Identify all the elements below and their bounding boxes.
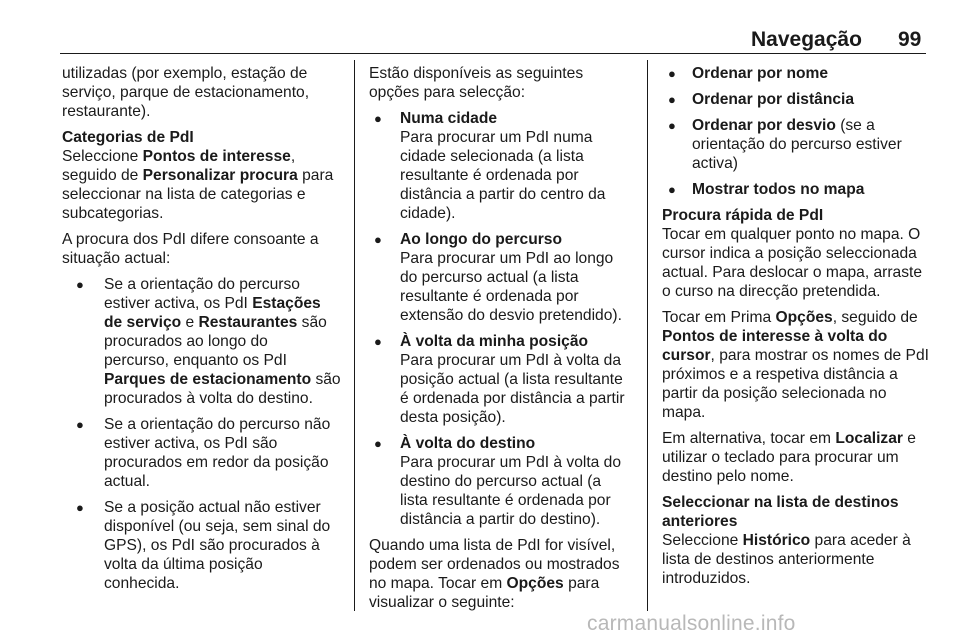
text: seguido de bbox=[62, 167, 143, 184]
text-line: opções para selecção: bbox=[369, 84, 526, 101]
bullet-icon: ● bbox=[668, 92, 676, 107]
ui-term: Opções bbox=[775, 309, 833, 326]
page-title: Navegação bbox=[751, 28, 862, 51]
text: Em alternativa, tocar em bbox=[662, 430, 836, 447]
bullet-icon: ● bbox=[668, 182, 676, 197]
text-line: utilizar o teclado para procurar um bbox=[662, 449, 899, 466]
text-line: serviço, parque de estacionamento, bbox=[62, 84, 310, 101]
column-1 bbox=[62, 64, 342, 593]
text-line: actual. Para deslocar o mapa, arraste bbox=[662, 264, 923, 281]
ui-term: Opções bbox=[506, 575, 564, 592]
text-line: Para procurar um PdI à volta do bbox=[400, 454, 622, 471]
bullet-icon: ● bbox=[374, 334, 382, 349]
text-line: GPS), os PdI são procurados à bbox=[104, 537, 320, 554]
bullet-icon: ● bbox=[668, 118, 676, 133]
text: , para mostrar os nomes de PdI bbox=[710, 347, 929, 364]
text-line: activa) bbox=[692, 155, 738, 172]
text: e bbox=[181, 314, 199, 331]
list-item bbox=[662, 90, 927, 109]
option-title: À volta da minha posição bbox=[400, 333, 589, 350]
list-item-ao-longo-do-percurso bbox=[369, 230, 634, 325]
ui-term: Pontos de interesse bbox=[142, 148, 291, 165]
ui-term: Parques de estacionamento bbox=[104, 371, 312, 388]
option-title: À volta do destino bbox=[400, 435, 536, 452]
section-heading: Seleccionar na lista de destinos bbox=[662, 494, 899, 511]
text-line: orientação do percurso estiver bbox=[692, 136, 902, 153]
text: para bbox=[563, 575, 600, 592]
text-line: Tocar em qualquer ponto no mapa. O bbox=[662, 226, 921, 243]
text-line: percurso, enquanto os PdI bbox=[104, 352, 287, 369]
option-title: Numa cidade bbox=[400, 110, 498, 127]
list-item bbox=[62, 275, 342, 408]
bullet-icon: ● bbox=[76, 417, 84, 432]
text-line: utilizadas (por exemplo, estação de bbox=[62, 65, 308, 82]
bullet-icon: ● bbox=[374, 436, 382, 451]
text-line: resultante é ordenada por bbox=[400, 288, 579, 305]
text-line: destino do percurso actual (a bbox=[400, 473, 602, 490]
bullet-icon: ● bbox=[374, 232, 382, 247]
text-line: podem ser ordenados ou mostrados bbox=[369, 556, 620, 573]
text-line: Estão disponíveis as seguintes bbox=[369, 65, 584, 82]
text-line: procurados ao longo do bbox=[104, 333, 268, 350]
paragraph bbox=[662, 531, 927, 588]
text: para bbox=[297, 167, 334, 184]
text-line: visualizar o seguinte: bbox=[369, 594, 515, 611]
text-line: procurados em redor da posição bbox=[104, 454, 329, 471]
text-line: cidade selecionada (a lista bbox=[400, 148, 584, 165]
text-line: próximos e a respetiva distância a bbox=[662, 366, 898, 383]
option-title: Mostrar todos no mapa bbox=[692, 181, 865, 198]
text-line: lista resultante é ordenada por bbox=[400, 492, 611, 509]
header-divider bbox=[60, 53, 926, 54]
text-line: subcategorias. bbox=[62, 205, 164, 222]
text-line: actual. bbox=[104, 473, 150, 490]
text-line: Para procurar um PdI à volta da bbox=[400, 352, 622, 369]
ui-term: Estações bbox=[252, 295, 321, 312]
text-line: conhecida. bbox=[104, 575, 180, 592]
paragraph bbox=[662, 429, 927, 486]
text-line: cursor indica a posição seleccionada bbox=[662, 245, 917, 262]
ui-term: Pontos de interesse à volta do bbox=[662, 328, 888, 345]
text: no mapa. Tocar em bbox=[369, 575, 507, 592]
text-line: volta da última posição bbox=[104, 556, 263, 573]
text-line: Para procurar um PdI numa bbox=[400, 129, 593, 146]
ui-term: de serviço bbox=[104, 314, 182, 331]
text-line: resultante é ordenada por bbox=[400, 167, 579, 184]
text-line: estiver activa, os PdI são bbox=[104, 435, 278, 452]
watermark: carmanualsonline.info bbox=[587, 612, 796, 635]
paragraph bbox=[62, 147, 342, 223]
text-line: disponível (ou seja, sem sinal do bbox=[104, 518, 331, 535]
paragraph bbox=[369, 536, 634, 612]
intro-paragraph bbox=[369, 64, 634, 102]
text: são bbox=[297, 314, 327, 331]
list-item bbox=[662, 64, 927, 83]
text: são bbox=[311, 371, 341, 388]
list-item bbox=[662, 116, 927, 173]
text-line: mapa. bbox=[662, 404, 706, 421]
column-divider-2 bbox=[647, 60, 648, 611]
text: e bbox=[902, 430, 916, 447]
text-line: procurados à volta do destino. bbox=[104, 390, 313, 407]
text-line: situação actual: bbox=[62, 250, 171, 267]
page-number: 99 bbox=[898, 28, 922, 51]
intro-paragraph bbox=[62, 64, 342, 121]
bullet-icon: ● bbox=[668, 66, 676, 81]
text-line: introduzidos. bbox=[662, 570, 751, 587]
paragraph bbox=[662, 308, 927, 422]
text-line: extensão do desvio pretendido). bbox=[400, 307, 622, 324]
text-line: Se a orientação do percurso bbox=[104, 276, 300, 293]
option-title: Ordenar por nome bbox=[692, 65, 829, 82]
ui-term: Histórico bbox=[742, 532, 811, 549]
column-divider-1 bbox=[354, 60, 355, 611]
list-item bbox=[662, 180, 927, 199]
text: Seleccione bbox=[62, 148, 143, 165]
text-line: lista de destinos anteriormente bbox=[662, 551, 875, 568]
ui-term: Personalizar procura bbox=[142, 167, 298, 184]
text: Tocar em Prima bbox=[662, 309, 776, 326]
text: estiver activa, os PdI bbox=[104, 295, 253, 312]
list-item bbox=[62, 415, 342, 491]
list-item bbox=[62, 498, 342, 593]
text-line: Se a posição actual não estiver bbox=[104, 499, 321, 516]
section-heading: anteriores bbox=[662, 513, 738, 530]
paragraph bbox=[662, 225, 927, 301]
text-line: cidade). bbox=[400, 205, 456, 222]
ui-term: Localizar bbox=[835, 430, 903, 447]
option-title: Ordenar por distância bbox=[692, 91, 855, 108]
text-line: A procura dos PdI difere consoante a bbox=[62, 231, 319, 248]
column-3 bbox=[662, 64, 927, 588]
paragraph bbox=[62, 230, 342, 268]
ui-term: Restaurantes bbox=[198, 314, 298, 331]
text: , seguido de bbox=[832, 309, 918, 326]
option-title: Ao longo do percurso bbox=[400, 231, 562, 248]
text-line: restaurante). bbox=[62, 103, 151, 120]
text-line: desta posição). bbox=[400, 409, 506, 426]
list-item-a-volta-do-destino bbox=[369, 434, 634, 529]
text: (se a bbox=[835, 117, 875, 134]
list-item-numa-cidade bbox=[369, 109, 634, 223]
text-line: do percurso actual (a lista bbox=[400, 269, 579, 286]
text-line: Se a orientação do percurso não bbox=[104, 416, 331, 433]
text-line: posição actual (a lista resultante bbox=[400, 371, 623, 388]
ui-term: cursor bbox=[662, 347, 711, 364]
column-2 bbox=[369, 64, 634, 612]
bullet-icon: ● bbox=[374, 111, 382, 126]
section-heading: Procura rápida de PdI bbox=[662, 207, 824, 224]
list-item-a-volta-da-minha-posicao bbox=[369, 332, 634, 427]
text-line: seleccionar na lista de categorias e bbox=[62, 186, 306, 203]
option-title: Ordenar por desvio bbox=[692, 117, 836, 134]
section-heading: Categorias de PdI bbox=[62, 129, 194, 146]
text: Seleccione bbox=[662, 532, 743, 549]
text-line: Quando uma lista de PdI for visível, bbox=[369, 537, 616, 554]
text-line: é ordenada por distância a partir bbox=[400, 390, 625, 407]
text-line: distância a partir do destino). bbox=[400, 511, 601, 528]
bullet-icon: ● bbox=[76, 500, 84, 515]
text-line: Para procurar um PdI ao longo bbox=[400, 250, 614, 267]
text-line: o curso na direcção pretendida. bbox=[662, 283, 881, 300]
text-line: partir da posição selecionada no bbox=[662, 385, 887, 402]
text-line: destino pelo nome. bbox=[662, 468, 794, 485]
bullet-icon: ● bbox=[76, 277, 84, 292]
text: , bbox=[290, 148, 296, 165]
text-line: distância a partir do centro da bbox=[400, 186, 606, 203]
text: para aceder à bbox=[810, 532, 911, 549]
